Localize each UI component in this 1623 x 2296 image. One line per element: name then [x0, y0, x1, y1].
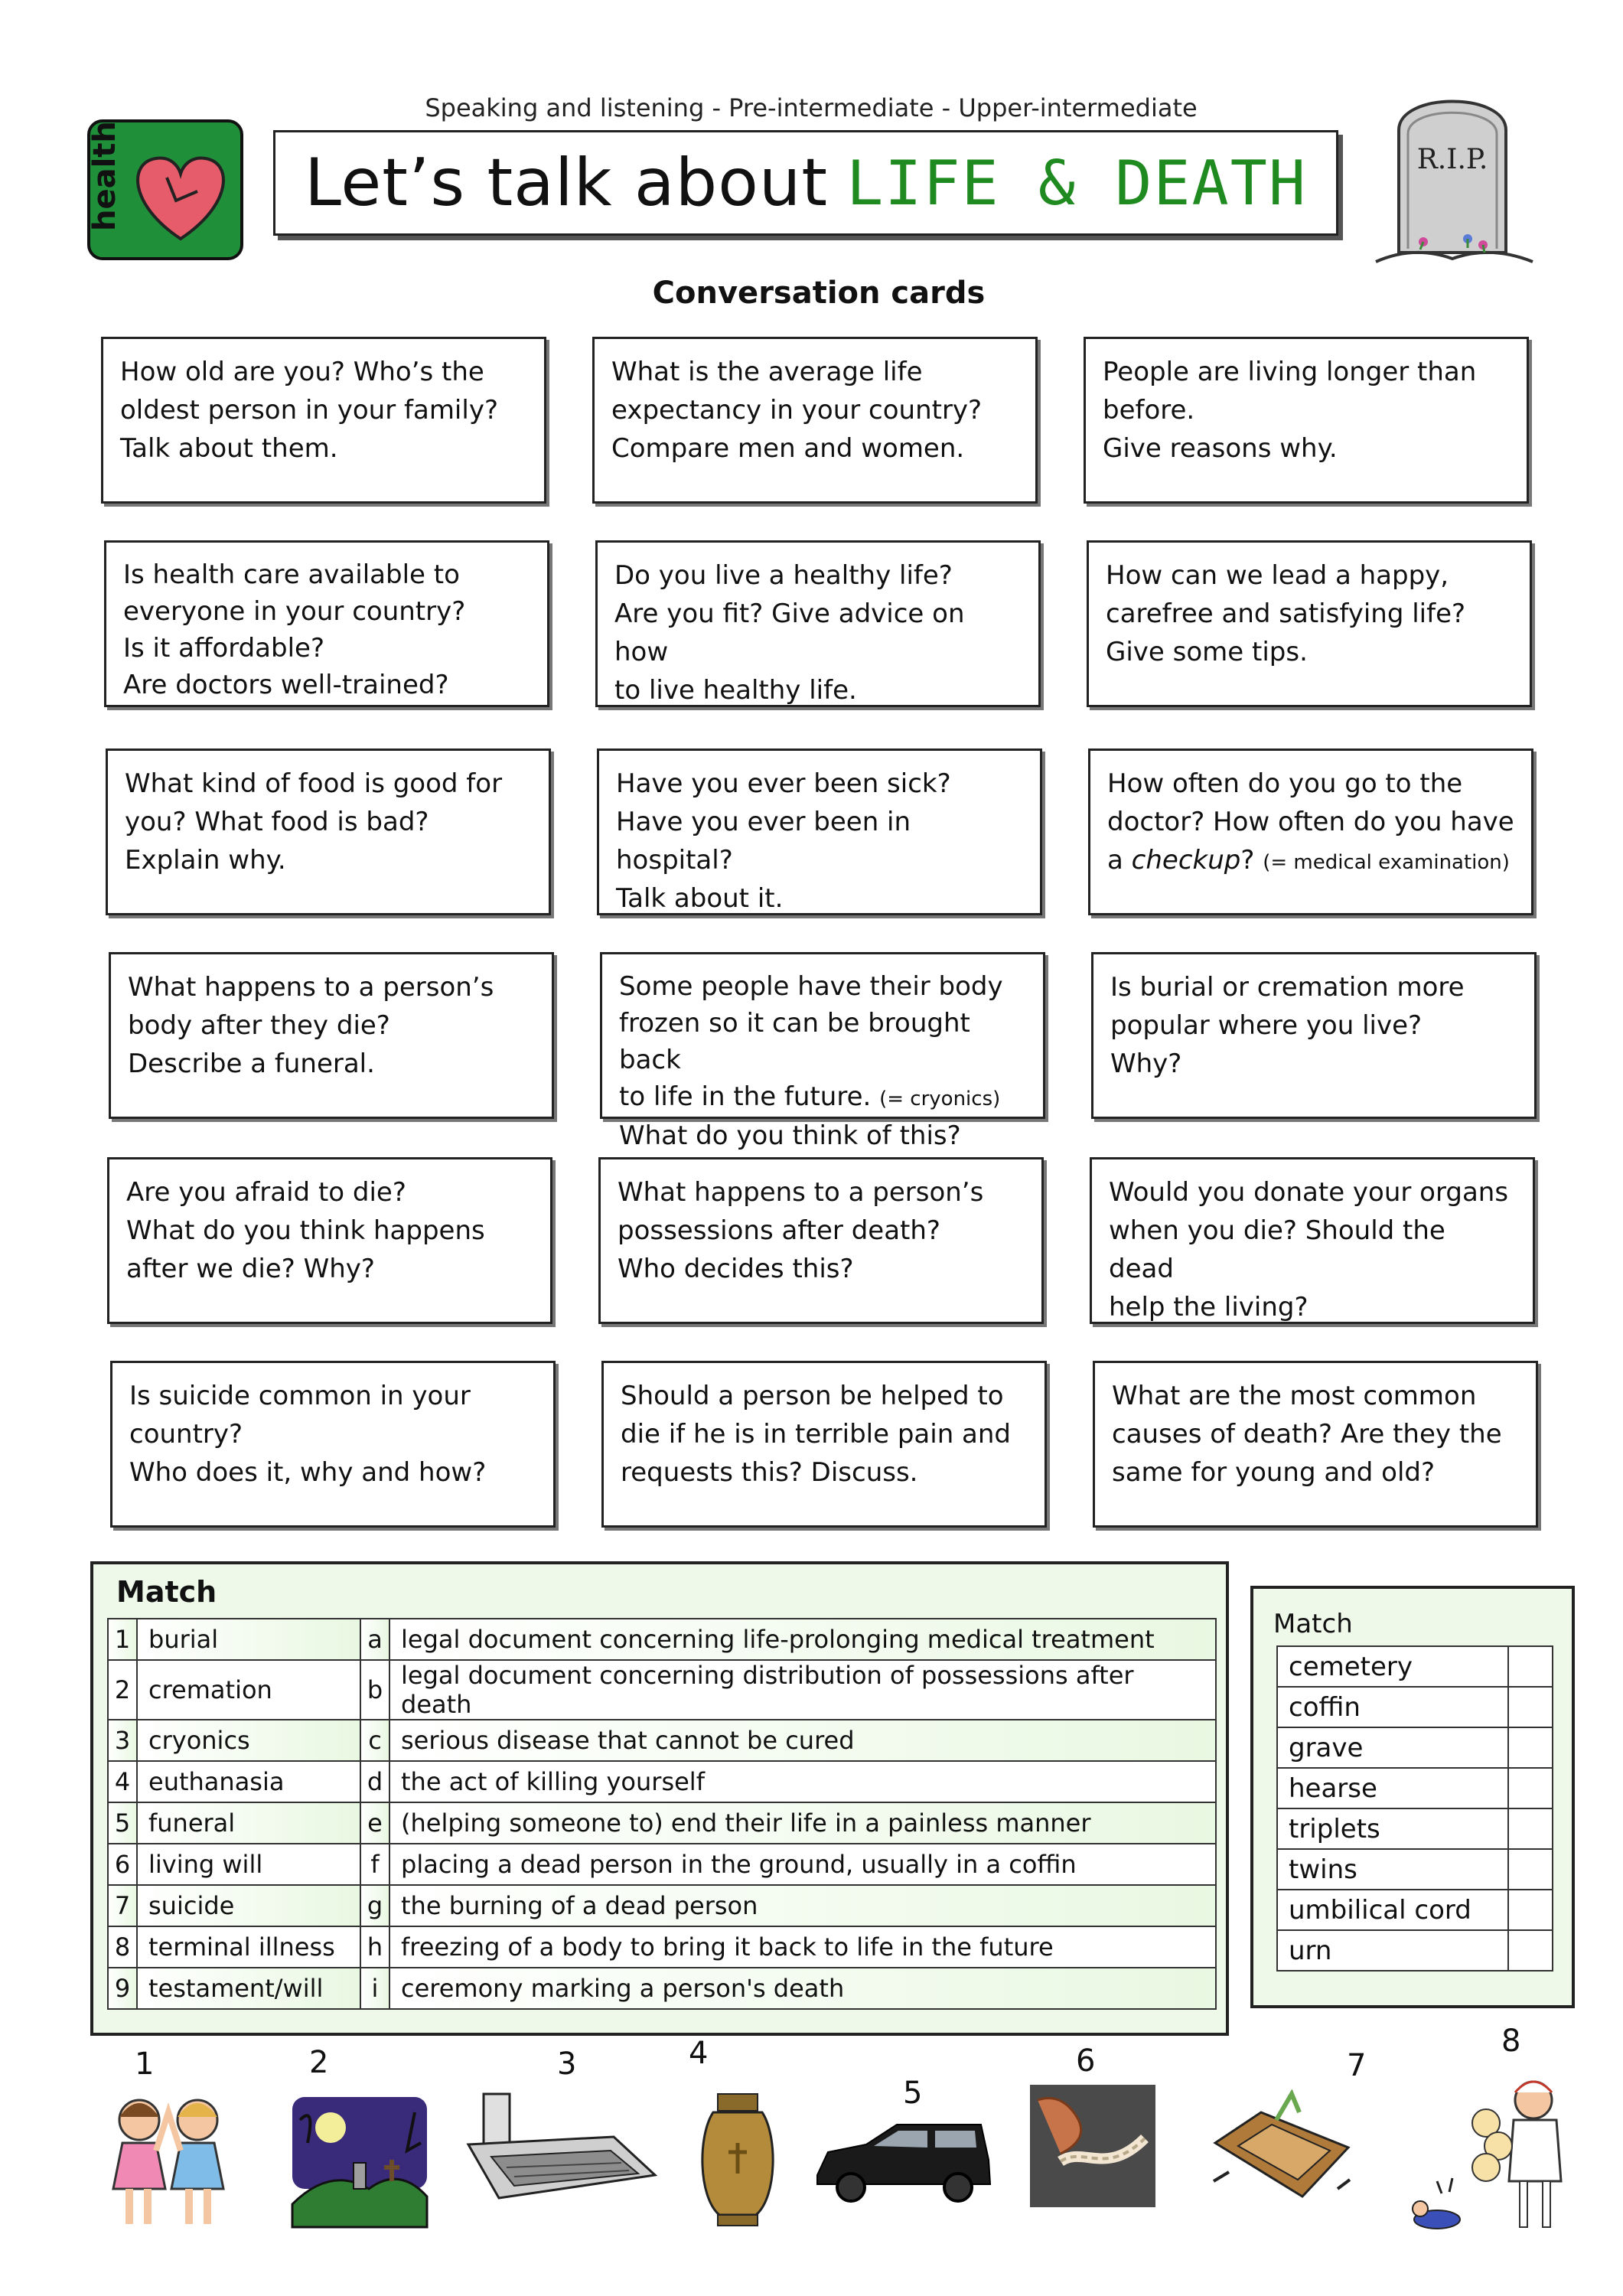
definition: legal document concerning distribution of possessions after death — [389, 1660, 1216, 1720]
table-row — [1277, 1768, 1553, 1808]
cemetery-picture-icon — [285, 2089, 435, 2233]
term: terminal illness — [137, 1926, 360, 1968]
definition: the burning of a dead person — [389, 1885, 1216, 1926]
conversation-card: What is the average life expectancy in your country? Compare men and women. — [592, 337, 1038, 504]
definition: the act of killing yourself — [389, 1761, 1216, 1802]
card-note: (= cryonics) — [879, 1088, 1001, 1110]
picture-number: 4 — [689, 2036, 709, 2071]
hearse-picture-icon — [813, 2114, 995, 2209]
umbilical-cord-picture-icon — [1030, 2085, 1155, 2207]
row-number: 5 — [108, 1802, 137, 1844]
answer-cell[interactable] — [1508, 1930, 1553, 1971]
triplets-picture-icon — [1406, 2066, 1570, 2236]
picture-number: 8 — [1501, 2024, 1521, 2059]
card-text: Some people have their body frozen so it can be brought back to life in the future. — [619, 971, 1003, 1112]
answer-cell[interactable] — [1508, 1890, 1553, 1930]
row-number: 4 — [108, 1761, 137, 1802]
picture-number: 7 — [1347, 2048, 1367, 2083]
match-title: Match — [1273, 1609, 1353, 1639]
conversation-card: Is health care available to everyone in your country? Is it affordable? Are doctors well-trained? — [104, 540, 549, 707]
table-row — [108, 1926, 1216, 1968]
card-italic: checkup — [1131, 845, 1241, 876]
row-number: 9 — [108, 1968, 137, 2009]
conversation-card — [600, 952, 1045, 1151]
table-row — [108, 1802, 1216, 1844]
tombstone-icon — [1353, 61, 1552, 283]
table-row — [1277, 1687, 1553, 1727]
answer-cell[interactable] — [1508, 1646, 1553, 1687]
row-number: 7 — [108, 1885, 137, 1926]
term: funeral — [137, 1802, 360, 1844]
answer-cell[interactable] — [1508, 1687, 1553, 1727]
conversation-card: Is burial or cremation more popular where you live? Why? — [1091, 952, 1537, 1119]
title-main: Let’s talk about — [304, 145, 829, 221]
conversation-card: What happens to a person’s possessions after death? Who decides this? — [598, 1157, 1044, 1324]
row-letter: e — [360, 1802, 389, 1844]
definition: freezing of a body to bring it back to life in the future — [389, 1926, 1216, 1968]
word: hearse — [1277, 1768, 1508, 1808]
row-letter: d — [360, 1761, 389, 1802]
conversation-card: Is suicide common in your country? Who does it, why and how? — [110, 1361, 556, 1528]
title-accent: LIFE & DEATH — [846, 147, 1308, 219]
svg-text:health: health — [87, 121, 122, 231]
row-number: 3 — [108, 1720, 137, 1761]
conversation-card: Do you live a healthy life? Are you fit? Give advice on how to live healthy life. — [595, 540, 1041, 707]
term: burial — [137, 1619, 360, 1660]
word: twins — [1277, 1849, 1508, 1890]
row-number: 8 — [108, 1926, 137, 1968]
definition: (helping someone to) end their life in a painless manner — [389, 1802, 1216, 1844]
card-note: (= medical examination) — [1263, 851, 1510, 874]
definition: serious disease that cannot be cured — [389, 1720, 1216, 1761]
title-box — [273, 130, 1338, 236]
answer-cell[interactable] — [1508, 1849, 1553, 1890]
conversation-card: What happens to a person’s body after they die? Describe a funeral. — [109, 952, 554, 1119]
table-row — [108, 1761, 1216, 1802]
definition: legal document concerning life-prolonging medical treatment — [389, 1619, 1216, 1660]
row-letter: a — [360, 1619, 389, 1660]
term: euthanasia — [137, 1761, 360, 1802]
term: living will — [137, 1844, 360, 1885]
row-number: 2 — [108, 1660, 137, 1720]
coffin-picture-icon — [1207, 2089, 1356, 2210]
table-row — [108, 1844, 1216, 1885]
conversation-card: What are the most common causes of death? Are they the same for young and old? — [1093, 1361, 1538, 1528]
term: cremation — [137, 1660, 360, 1720]
word: cemetery — [1277, 1646, 1508, 1687]
table-row — [1277, 1727, 1553, 1768]
conversation-card — [1088, 748, 1533, 915]
table-row — [1277, 1849, 1553, 1890]
conversation-card: Would you donate your organs when you die? Should the dead help the living? — [1090, 1157, 1535, 1324]
twins-picture-icon — [99, 2089, 237, 2232]
row-letter: h — [360, 1926, 389, 1968]
conversation-card: Are you afraid to die? What do you think happens after we die? Why? — [107, 1157, 552, 1324]
row-letter: i — [360, 1968, 389, 2009]
word: grave — [1277, 1727, 1508, 1768]
row-letter: c — [360, 1720, 389, 1761]
health-heart-icon — [83, 116, 254, 269]
match-definitions-table — [107, 1618, 1217, 2010]
picture-number: 2 — [309, 2045, 329, 2080]
answer-cell[interactable] — [1508, 1768, 1553, 1808]
cards-heading: Conversation cards — [652, 276, 986, 311]
card-text-after: What do you think of this? — [619, 1120, 961, 1151]
term: suicide — [137, 1885, 360, 1926]
word: urn — [1277, 1930, 1508, 1971]
word: coffin — [1277, 1687, 1508, 1727]
conversation-card: How can we lead a happy, carefree and satisfying life? Give some tips. — [1087, 540, 1532, 707]
card-text: How often do you go to the doctor? How often do you have a — [1107, 768, 1514, 876]
table-row — [108, 1619, 1216, 1660]
page-title — [275, 132, 1336, 233]
picture-number: 1 — [135, 2047, 155, 2082]
match-pictures-box — [1250, 1586, 1575, 2008]
match-definitions-box — [90, 1561, 1229, 2036]
urn-picture-icon — [695, 2089, 781, 2229]
match-title: Match — [116, 1575, 217, 1609]
grave-picture-icon — [461, 2083, 663, 2215]
word: triplets — [1277, 1808, 1508, 1849]
table-row — [108, 1660, 1216, 1720]
answer-cell[interactable] — [1508, 1808, 1553, 1849]
card-text-after: ? — [1240, 845, 1263, 876]
term: cryonics — [137, 1720, 360, 1761]
picture-number: 6 — [1076, 2043, 1096, 2079]
row-letter: b — [360, 1660, 389, 1720]
conversation-card: How old are you? Who’s the oldest person in your family? Talk about them. — [101, 337, 546, 504]
row-letter: f — [360, 1844, 389, 1885]
picture-number: 3 — [557, 2047, 577, 2082]
subtitle: Speaking and listening - Pre-intermediate - Upper-intermediate — [425, 93, 1198, 122]
conversation-card: What kind of food is good for you? What food is bad? Explain why. — [106, 748, 551, 915]
definition: placing a dead person in the ground, usually in a coffin — [389, 1844, 1216, 1885]
table-row — [1277, 1808, 1553, 1849]
table-row — [1277, 1930, 1553, 1971]
table-row — [1277, 1646, 1553, 1687]
table-row — [108, 1720, 1216, 1761]
word: umbilical cord — [1277, 1890, 1508, 1930]
picture-number: 5 — [903, 2076, 923, 2111]
conversation-card: Should a person be helped to die if he is in terrible pain and requests this? Discuss. — [601, 1361, 1047, 1528]
table-row — [108, 1885, 1216, 1926]
svg-text:R.I.P.: R.I.P. — [1416, 144, 1488, 175]
match-pictures-table — [1276, 1645, 1553, 1971]
conversation-card: Have you ever been sick? Have you ever been in hospital? Talk about it. — [597, 748, 1042, 915]
table-row — [1277, 1890, 1553, 1930]
row-number: 6 — [108, 1844, 137, 1885]
term: testament/will — [137, 1968, 360, 2009]
row-letter: g — [360, 1885, 389, 1926]
table-row — [108, 1968, 1216, 2009]
row-number: 1 — [108, 1619, 137, 1660]
definition: ceremony marking a person's death — [389, 1968, 1216, 2009]
conversation-card: People are living longer than before. Give reasons why. — [1084, 337, 1529, 504]
answer-cell[interactable] — [1508, 1727, 1553, 1768]
